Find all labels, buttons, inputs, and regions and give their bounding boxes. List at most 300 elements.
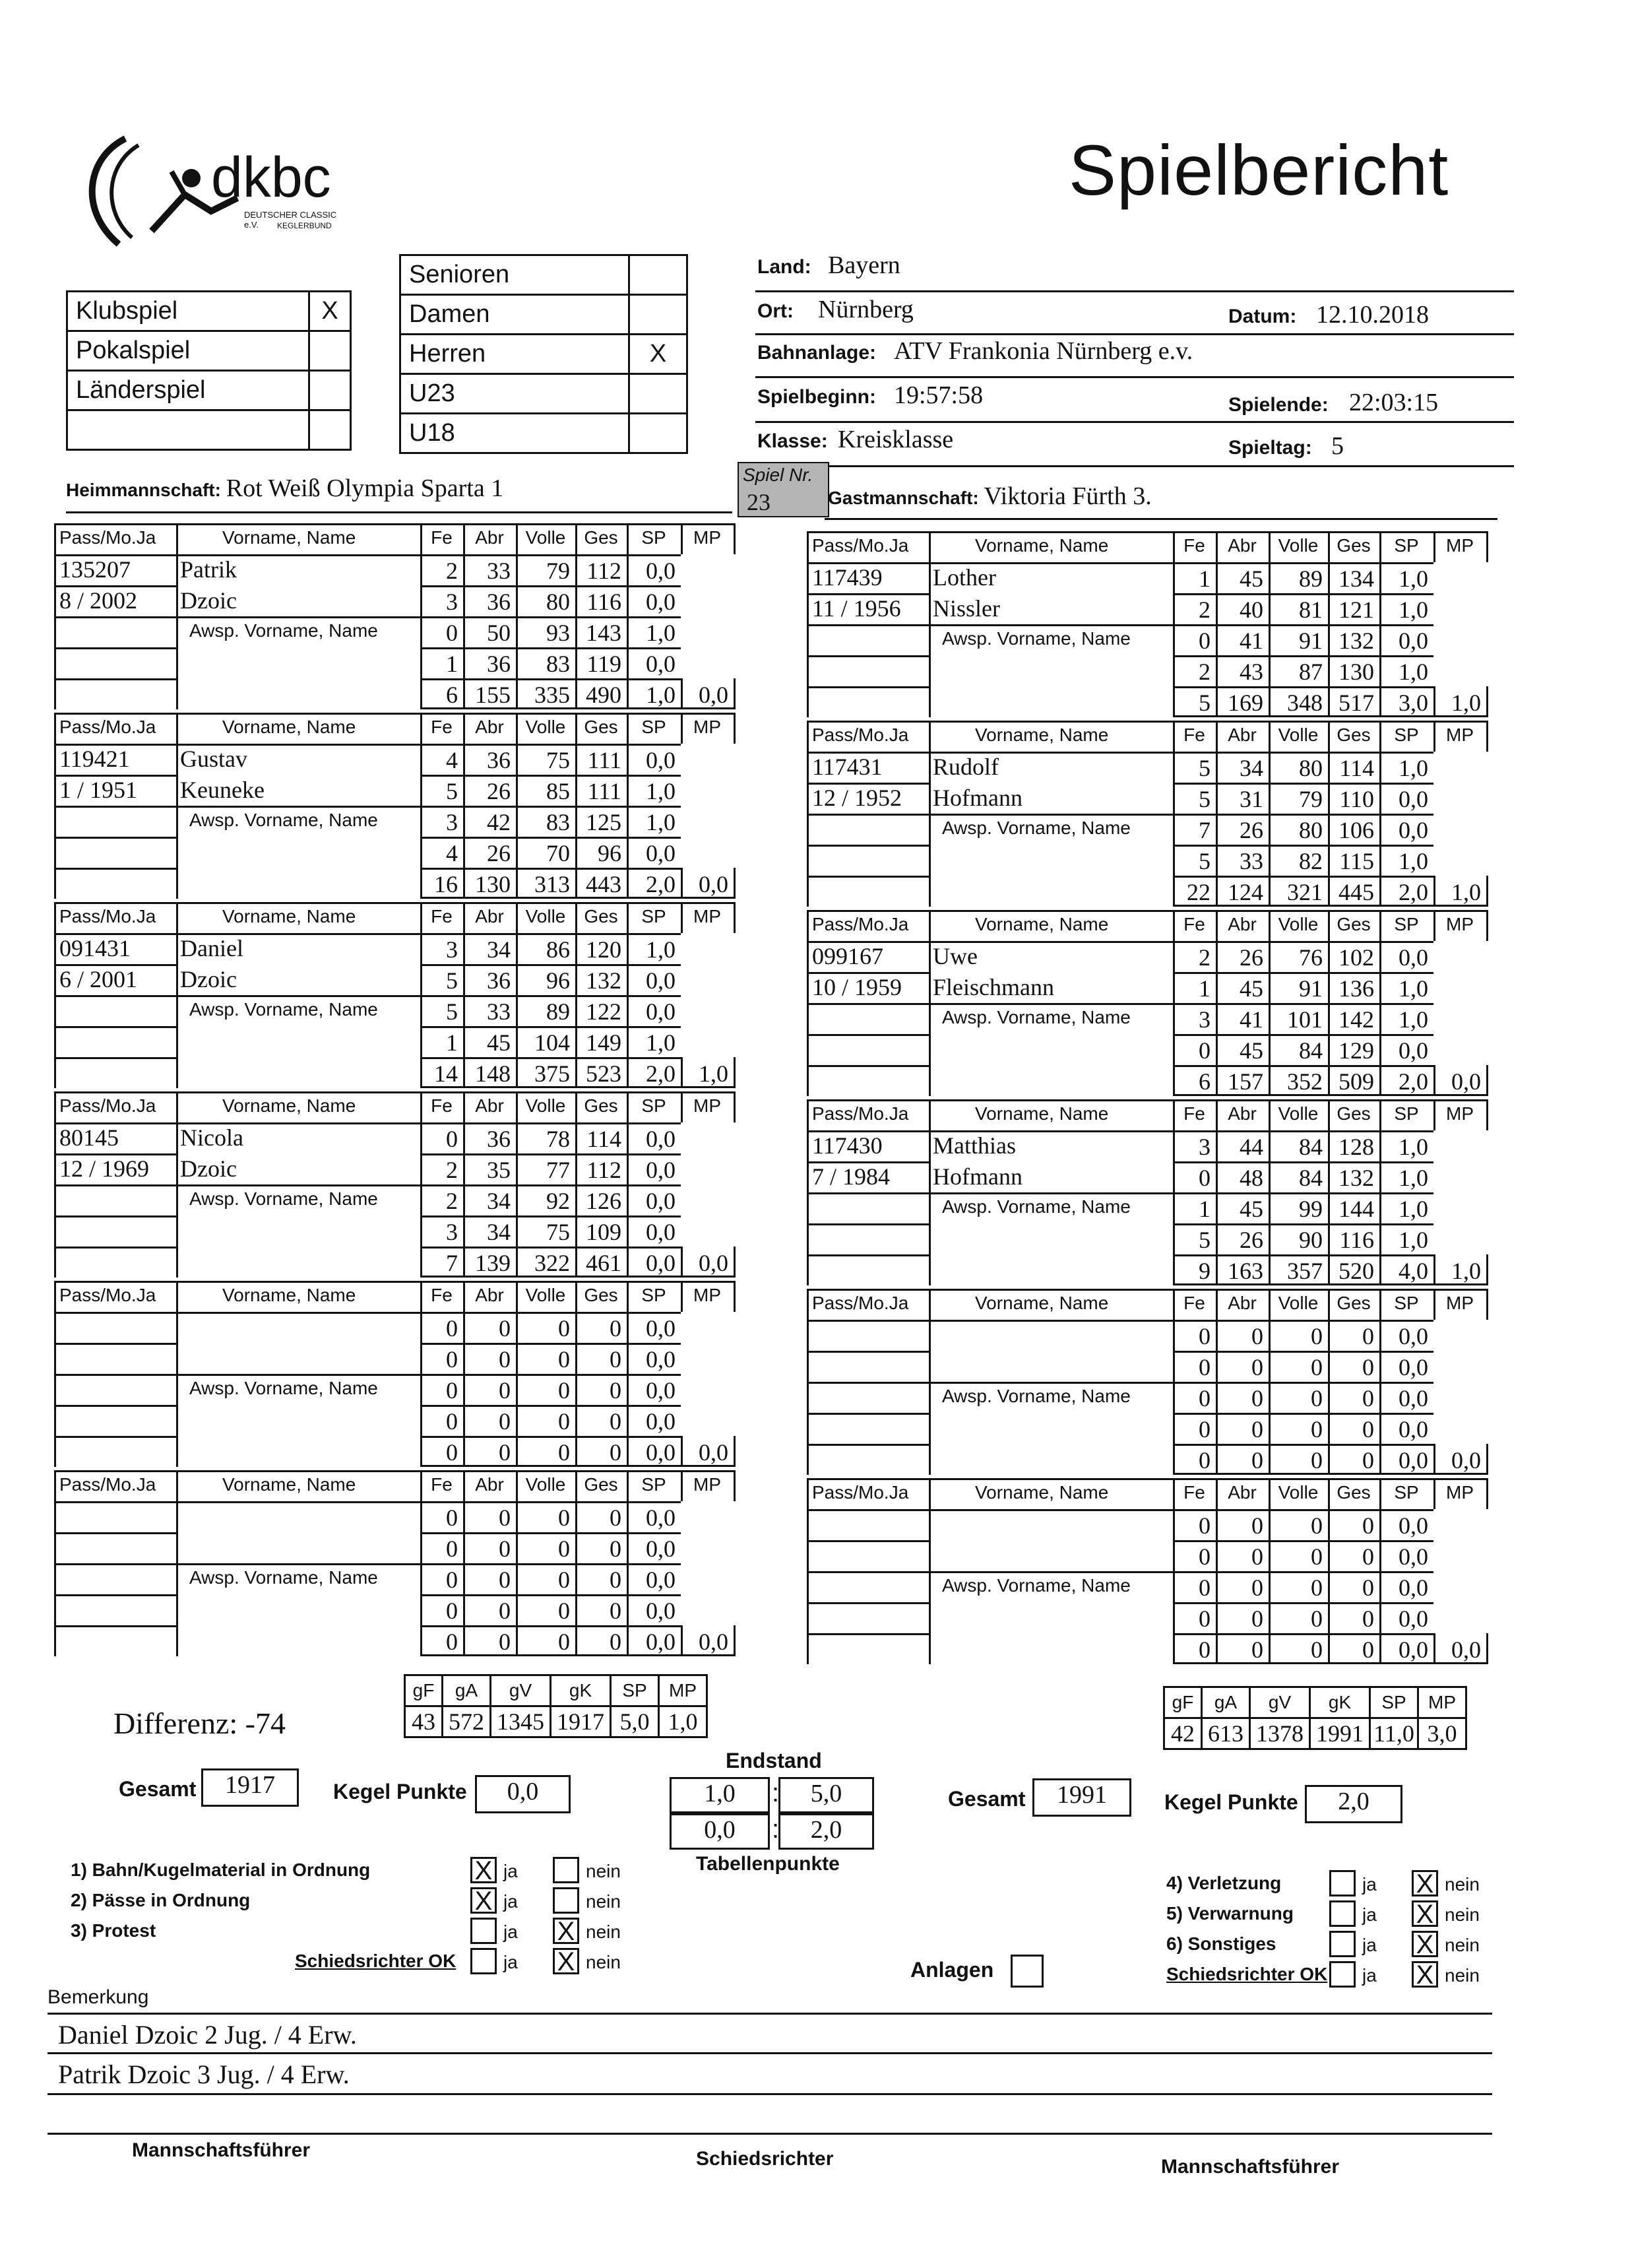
total-cell-mp[interactable]: 1,0 bbox=[1451, 690, 1481, 716]
game-type-mark[interactable] bbox=[309, 410, 351, 450]
score-cell-sp[interactable]: 0,0 bbox=[1399, 786, 1428, 812]
total-cell-ges[interactable]: 0 bbox=[610, 1629, 621, 1655]
total-cell-mp[interactable]: 1,0 bbox=[1451, 1258, 1481, 1284]
score-cell-ges[interactable]: 0 bbox=[610, 1598, 621, 1624]
score-cell-volle[interactable]: 91 bbox=[1299, 975, 1323, 1002]
total-cell-volle[interactable]: 357 bbox=[1287, 1258, 1323, 1284]
score-cell-abr[interactable]: 0 bbox=[499, 1536, 511, 1562]
total-cell-sp[interactable]: 0,0 bbox=[1399, 1636, 1428, 1663]
score-cell-volle[interactable]: 82 bbox=[1299, 848, 1323, 874]
score-cell-abr[interactable]: 45 bbox=[487, 1029, 511, 1056]
score-cell-volle[interactable]: 0 bbox=[1311, 1323, 1323, 1349]
score-cell-sp[interactable]: 1,0 bbox=[1399, 1165, 1428, 1191]
score-cell-ges[interactable]: 106 bbox=[1338, 817, 1374, 843]
score-cell-ges[interactable]: 119 bbox=[586, 651, 621, 677]
score-cell-fe[interactable]: 2 bbox=[446, 558, 458, 584]
score-cell-fe[interactable]: 0 bbox=[1199, 1385, 1211, 1411]
total-cell-volle[interactable]: 0 bbox=[1311, 1447, 1323, 1474]
score-cell-ges[interactable]: 0 bbox=[610, 1408, 621, 1435]
score-cell-sp[interactable]: 1,0 bbox=[1399, 1134, 1428, 1160]
score-cell-abr[interactable]: 33 bbox=[487, 558, 511, 584]
game-type-mark[interactable]: X bbox=[309, 292, 351, 331]
score-cell-ges[interactable]: 0 bbox=[1362, 1385, 1374, 1411]
home-gesamt-value[interactable]: 1917 bbox=[201, 1768, 299, 1807]
total-cell-ges[interactable]: 443 bbox=[586, 871, 621, 897]
score-cell-ges[interactable]: 0 bbox=[1362, 1512, 1374, 1539]
score-cell-volle[interactable]: 92 bbox=[546, 1188, 570, 1214]
score-cell-volle[interactable]: 86 bbox=[546, 936, 570, 963]
score-cell-abr[interactable]: 26 bbox=[1240, 817, 1263, 843]
score-cell-sp[interactable]: 0,0 bbox=[646, 998, 676, 1025]
score-cell-ges[interactable]: 126 bbox=[586, 1188, 621, 1214]
score-cell-ges[interactable]: 111 bbox=[587, 747, 621, 773]
score-cell-abr[interactable]: 45 bbox=[1240, 566, 1263, 592]
score-cell-abr[interactable]: 50 bbox=[487, 620, 511, 646]
score-cell-volle[interactable]: 0 bbox=[558, 1377, 570, 1404]
player-pass[interactable]: 117439 bbox=[812, 564, 883, 591]
score-cell-ges[interactable]: 0 bbox=[1362, 1323, 1374, 1349]
total-cell-abr[interactable]: 130 bbox=[475, 871, 511, 897]
score-cell-volle[interactable]: 80 bbox=[1299, 755, 1323, 781]
score-cell-abr[interactable]: 41 bbox=[1240, 1006, 1263, 1033]
player-last-name[interactable]: Hofmann bbox=[933, 1163, 1022, 1190]
endstand-home-2[interactable]: 0,0 bbox=[670, 1813, 770, 1850]
player-pass[interactable]: 091431 bbox=[59, 935, 131, 961]
score-cell-sp[interactable]: 1,0 bbox=[646, 936, 676, 963]
score-cell-ges[interactable]: 0 bbox=[1362, 1605, 1374, 1632]
score-cell-fe[interactable]: 0 bbox=[446, 1315, 458, 1342]
score-cell-abr[interactable]: 34 bbox=[487, 1219, 511, 1245]
category-mark[interactable] bbox=[629, 295, 687, 335]
score-cell-volle[interactable]: 75 bbox=[546, 747, 570, 773]
player-pass[interactable]: 099167 bbox=[812, 943, 883, 969]
score-cell-sp[interactable]: 1,0 bbox=[646, 1029, 676, 1056]
score-cell-ges[interactable]: 116 bbox=[1339, 1227, 1374, 1253]
guest-kegel-value[interactable]: 2,0 bbox=[1305, 1785, 1402, 1823]
total-cell-abr[interactable]: 0 bbox=[1251, 1636, 1263, 1663]
total-cell-ges[interactable]: 517 bbox=[1338, 690, 1374, 716]
total-cell-ges[interactable]: 0 bbox=[1362, 1447, 1374, 1474]
guest-team-name[interactable]: Viktoria Fürth 3. bbox=[984, 482, 1152, 510]
score-cell-volle[interactable]: 90 bbox=[1299, 1227, 1323, 1253]
score-cell-ges[interactable]: 0 bbox=[610, 1346, 621, 1373]
score-cell-sp[interactable]: 0,0 bbox=[646, 747, 676, 773]
score-cell-sp[interactable]: 0,0 bbox=[1399, 1416, 1428, 1442]
score-cell-sp[interactable]: 0,0 bbox=[646, 1536, 676, 1562]
score-cell-fe[interactable]: 0 bbox=[1199, 1416, 1211, 1442]
score-cell-ges[interactable]: 109 bbox=[586, 1219, 621, 1245]
score-cell-fe[interactable]: 2 bbox=[1199, 944, 1211, 971]
check-nein-box[interactable]: X bbox=[1412, 1870, 1438, 1896]
score-cell-abr[interactable]: 35 bbox=[487, 1157, 511, 1183]
score-cell-fe[interactable]: 3 bbox=[446, 809, 458, 835]
total-cell-fe[interactable]: 22 bbox=[1187, 879, 1211, 905]
score-cell-volle[interactable]: 77 bbox=[546, 1157, 570, 1183]
total-cell-volle[interactable]: 0 bbox=[1311, 1636, 1323, 1663]
check-nein-box[interactable] bbox=[553, 1857, 579, 1883]
spiel-nr-value[interactable]: 23 bbox=[747, 489, 771, 515]
total-cell-mp[interactable]: 0,0 bbox=[1451, 1447, 1481, 1474]
total-cell-ges[interactable]: 445 bbox=[1338, 879, 1374, 905]
check-nein-box[interactable] bbox=[553, 1887, 579, 1914]
total-cell-mp[interactable]: 1,0 bbox=[699, 1060, 728, 1087]
total-cell-sp[interactable]: 2,0 bbox=[646, 871, 676, 897]
check-nein-box[interactable]: X bbox=[553, 1918, 579, 1944]
total-cell-sp[interactable]: 2,0 bbox=[1399, 1068, 1428, 1095]
player-last-name[interactable]: Dzoic bbox=[180, 966, 237, 992]
score-cell-abr[interactable]: 45 bbox=[1240, 975, 1263, 1002]
game-type-mark[interactable] bbox=[309, 371, 351, 410]
total-cell-fe[interactable]: 7 bbox=[446, 1250, 458, 1276]
score-cell-ges[interactable]: 0 bbox=[1362, 1574, 1374, 1601]
score-cell-abr[interactable]: 43 bbox=[1240, 659, 1263, 685]
player-year[interactable]: 7 / 1984 bbox=[812, 1163, 891, 1190]
score-cell-ges[interactable]: 121 bbox=[1338, 597, 1374, 623]
total-cell-volle[interactable]: 335 bbox=[534, 682, 570, 708]
total-cell-mp[interactable]: 0,0 bbox=[699, 1439, 728, 1466]
score-cell-volle[interactable]: 0 bbox=[1311, 1543, 1323, 1570]
ort-value[interactable]: Nürnberg bbox=[818, 296, 914, 323]
score-cell-volle[interactable]: 91 bbox=[1299, 628, 1323, 654]
score-cell-volle[interactable]: 83 bbox=[546, 651, 570, 677]
score-cell-fe[interactable]: 2 bbox=[1199, 597, 1211, 623]
total-cell-sp[interactable]: 0,0 bbox=[646, 1439, 676, 1466]
score-cell-volle[interactable]: 0 bbox=[1311, 1512, 1323, 1539]
score-cell-fe[interactable]: 0 bbox=[1199, 628, 1211, 654]
score-cell-sp[interactable]: 0,0 bbox=[1399, 944, 1428, 971]
score-cell-abr[interactable]: 0 bbox=[1251, 1605, 1263, 1632]
score-cell-abr[interactable]: 44 bbox=[1240, 1134, 1263, 1160]
score-cell-volle[interactable]: 0 bbox=[558, 1567, 570, 1593]
home-team-name[interactable]: Rot Weiß Olympia Sparta 1 bbox=[226, 474, 504, 502]
score-cell-volle[interactable]: 0 bbox=[558, 1598, 570, 1624]
score-cell-ges[interactable]: 134 bbox=[1338, 566, 1374, 592]
player-year[interactable]: 1 / 1951 bbox=[59, 777, 138, 803]
score-cell-fe[interactable]: 0 bbox=[1199, 1037, 1211, 1064]
score-cell-abr[interactable]: 0 bbox=[499, 1315, 511, 1342]
score-cell-sp[interactable]: 0,0 bbox=[1399, 1543, 1428, 1570]
score-cell-abr[interactable]: 0 bbox=[1251, 1385, 1263, 1411]
score-cell-abr[interactable]: 26 bbox=[487, 778, 511, 804]
total-cell-volle[interactable]: 352 bbox=[1287, 1068, 1323, 1095]
score-cell-volle[interactable]: 93 bbox=[546, 620, 570, 646]
score-cell-ges[interactable]: 143 bbox=[586, 620, 621, 646]
total-cell-sp[interactable]: 2,0 bbox=[1399, 879, 1428, 905]
score-cell-sp[interactable]: 0,0 bbox=[646, 967, 676, 994]
score-cell-abr[interactable]: 45 bbox=[1240, 1196, 1263, 1222]
player-pass[interactable]: 80145 bbox=[59, 1124, 119, 1151]
endstand-home-1[interactable]: 1,0 bbox=[670, 1777, 770, 1813]
score-cell-fe[interactable]: 4 bbox=[446, 747, 458, 773]
player-first-name[interactable]: Nicola bbox=[180, 1124, 243, 1151]
player-last-name[interactable]: Dzoic bbox=[180, 1155, 237, 1182]
score-cell-volle[interactable]: 0 bbox=[558, 1315, 570, 1342]
score-cell-volle[interactable]: 99 bbox=[1299, 1196, 1323, 1222]
score-cell-volle[interactable]: 76 bbox=[1299, 944, 1323, 971]
total-cell-sp[interactable]: 0,0 bbox=[646, 1250, 676, 1276]
score-cell-volle[interactable]: 80 bbox=[1299, 817, 1323, 843]
total-cell-volle[interactable]: 348 bbox=[1287, 690, 1323, 716]
score-cell-ges[interactable]: 132 bbox=[1338, 628, 1374, 654]
score-cell-volle[interactable]: 0 bbox=[558, 1346, 570, 1373]
total-cell-mp[interactable]: 0,0 bbox=[699, 1629, 728, 1655]
score-cell-sp[interactable]: 1,0 bbox=[646, 620, 676, 646]
score-cell-fe[interactable]: 0 bbox=[1199, 1574, 1211, 1601]
score-cell-volle[interactable]: 85 bbox=[546, 778, 570, 804]
spielende-value[interactable]: 22:03:15 bbox=[1349, 389, 1439, 416]
score-cell-volle[interactable]: 0 bbox=[1311, 1354, 1323, 1380]
score-cell-ges[interactable]: 0 bbox=[1362, 1543, 1374, 1570]
score-cell-ges[interactable]: 136 bbox=[1338, 975, 1374, 1002]
score-cell-fe[interactable]: 3 bbox=[1199, 1006, 1211, 1033]
score-cell-volle[interactable]: 0 bbox=[1311, 1574, 1323, 1601]
score-cell-sp[interactable]: 0,0 bbox=[646, 1377, 676, 1404]
total-cell-fe[interactable]: 0 bbox=[446, 1629, 458, 1655]
score-cell-volle[interactable]: 79 bbox=[1299, 786, 1323, 812]
score-cell-volle[interactable]: 101 bbox=[1287, 1006, 1323, 1033]
score-cell-ges[interactable]: 128 bbox=[1338, 1134, 1374, 1160]
score-cell-sp[interactable]: 0,0 bbox=[646, 589, 676, 615]
total-cell-volle[interactable]: 321 bbox=[1287, 879, 1323, 905]
player-first-name[interactable]: Daniel bbox=[180, 935, 243, 961]
player-first-name[interactable]: Matthias bbox=[933, 1132, 1016, 1159]
player-year[interactable]: 12 / 1969 bbox=[59, 1155, 150, 1182]
score-cell-ges[interactable]: 0 bbox=[610, 1315, 621, 1342]
score-cell-sp[interactable]: 0,0 bbox=[1399, 817, 1428, 843]
score-cell-fe[interactable]: 3 bbox=[446, 936, 458, 963]
score-cell-abr[interactable]: 36 bbox=[487, 967, 511, 994]
score-cell-ges[interactable]: 0 bbox=[610, 1567, 621, 1593]
player-pass[interactable]: 119421 bbox=[59, 746, 130, 772]
total-cell-abr[interactable]: 139 bbox=[475, 1250, 511, 1276]
score-cell-sp[interactable]: 1,0 bbox=[646, 778, 676, 804]
total-cell-ges[interactable]: 523 bbox=[586, 1060, 621, 1087]
total-cell-sp[interactable]: 4,0 bbox=[1399, 1258, 1428, 1284]
score-cell-sp[interactable]: 1,0 bbox=[1399, 566, 1428, 592]
score-cell-volle[interactable]: 79 bbox=[546, 558, 570, 584]
total-cell-fe[interactable]: 16 bbox=[434, 871, 458, 897]
score-cell-sp[interactable]: 1,0 bbox=[1399, 848, 1428, 874]
score-cell-sp[interactable]: 0,0 bbox=[646, 1505, 676, 1531]
check-ja-box[interactable] bbox=[1329, 1961, 1356, 1988]
score-cell-ges[interactable]: 114 bbox=[1339, 755, 1374, 781]
score-cell-volle[interactable]: 75 bbox=[546, 1219, 570, 1245]
total-cell-fe[interactable]: 9 bbox=[1199, 1258, 1211, 1284]
check-nein-box[interactable]: X bbox=[553, 1948, 579, 1974]
total-cell-fe[interactable]: 0 bbox=[1199, 1636, 1211, 1663]
score-cell-fe[interactable]: 3 bbox=[446, 589, 458, 615]
score-cell-abr[interactable]: 36 bbox=[487, 747, 511, 773]
total-cell-fe[interactable]: 14 bbox=[434, 1060, 458, 1087]
score-cell-fe[interactable]: 0 bbox=[446, 620, 458, 646]
check-ja-box[interactable] bbox=[1329, 1900, 1356, 1927]
score-cell-volle[interactable]: 80 bbox=[546, 589, 570, 615]
total-cell-abr[interactable]: 148 bbox=[475, 1060, 511, 1087]
score-cell-ges[interactable]: 0 bbox=[610, 1536, 621, 1562]
total-cell-volle[interactable]: 313 bbox=[534, 871, 570, 897]
score-cell-sp[interactable]: 0,0 bbox=[1399, 1354, 1428, 1380]
score-cell-sp[interactable]: 0,0 bbox=[646, 1315, 676, 1342]
total-cell-ges[interactable]: 0 bbox=[610, 1439, 621, 1466]
score-cell-fe[interactable]: 5 bbox=[1199, 755, 1211, 781]
score-cell-volle[interactable]: 70 bbox=[546, 840, 570, 866]
score-cell-ges[interactable]: 0 bbox=[610, 1377, 621, 1404]
player-pass[interactable]: 117431 bbox=[812, 754, 883, 780]
check-nein-box[interactable]: X bbox=[1412, 1961, 1438, 1988]
score-cell-fe[interactable]: 0 bbox=[446, 1505, 458, 1531]
player-first-name[interactable]: Lother bbox=[933, 564, 996, 591]
score-cell-ges[interactable]: 112 bbox=[586, 558, 621, 584]
total-cell-fe[interactable]: 5 bbox=[1199, 690, 1211, 716]
check-ja-box[interactable]: X bbox=[470, 1857, 497, 1883]
score-cell-fe[interactable]: 7 bbox=[1199, 817, 1211, 843]
score-cell-sp[interactable]: 0,0 bbox=[1399, 1323, 1428, 1349]
total-cell-sp[interactable]: 3,0 bbox=[1399, 690, 1428, 716]
check-ja-box[interactable] bbox=[470, 1948, 497, 1974]
score-cell-abr[interactable]: 33 bbox=[1240, 848, 1263, 874]
score-cell-fe[interactable]: 2 bbox=[446, 1157, 458, 1183]
score-cell-sp[interactable]: 1,0 bbox=[1399, 1196, 1428, 1222]
score-cell-sp[interactable]: 0,0 bbox=[646, 1219, 676, 1245]
total-cell-abr[interactable]: 0 bbox=[1251, 1447, 1263, 1474]
score-cell-volle[interactable]: 84 bbox=[1299, 1037, 1323, 1064]
score-cell-fe[interactable]: 0 bbox=[446, 1598, 458, 1624]
score-cell-ges[interactable]: 149 bbox=[586, 1029, 621, 1056]
score-cell-fe[interactable]: 0 bbox=[1199, 1323, 1211, 1349]
score-cell-sp[interactable]: 0,0 bbox=[646, 1126, 676, 1152]
score-cell-sp[interactable]: 1,0 bbox=[1399, 975, 1428, 1002]
score-cell-volle[interactable]: 81 bbox=[1299, 597, 1323, 623]
score-cell-fe[interactable]: 5 bbox=[1199, 786, 1211, 812]
guest-gesamt-value[interactable]: 1991 bbox=[1032, 1778, 1131, 1817]
check-ja-box[interactable] bbox=[470, 1918, 497, 1944]
score-cell-ges[interactable]: 132 bbox=[586, 967, 621, 994]
player-first-name[interactable]: Uwe bbox=[933, 943, 978, 969]
score-cell-fe[interactable]: 4 bbox=[446, 840, 458, 866]
klasse-value[interactable]: Kreisklasse bbox=[838, 426, 954, 453]
score-cell-volle[interactable]: 0 bbox=[1311, 1416, 1323, 1442]
score-cell-sp[interactable]: 1,0 bbox=[646, 809, 676, 835]
score-cell-volle[interactable]: 83 bbox=[546, 809, 570, 835]
score-cell-ges[interactable]: 111 bbox=[587, 778, 621, 804]
player-year[interactable]: 8 / 2002 bbox=[59, 587, 138, 614]
score-cell-ges[interactable]: 115 bbox=[1339, 848, 1374, 874]
score-cell-sp[interactable]: 0,0 bbox=[646, 1346, 676, 1373]
score-cell-fe[interactable]: 2 bbox=[446, 1188, 458, 1214]
score-cell-sp[interactable]: 0,0 bbox=[646, 1157, 676, 1183]
player-last-name[interactable]: Dzoic bbox=[180, 587, 237, 614]
score-cell-fe[interactable]: 0 bbox=[446, 1408, 458, 1435]
score-cell-sp[interactable]: 0,0 bbox=[1399, 1385, 1428, 1411]
land-value[interactable]: Bayern bbox=[828, 251, 900, 279]
score-cell-abr[interactable]: 0 bbox=[499, 1346, 511, 1373]
score-cell-volle[interactable]: 0 bbox=[558, 1536, 570, 1562]
score-cell-abr[interactable]: 0 bbox=[1251, 1416, 1263, 1442]
score-cell-sp[interactable]: 0,0 bbox=[646, 840, 676, 866]
score-cell-abr[interactable]: 36 bbox=[487, 651, 511, 677]
total-cell-volle[interactable]: 0 bbox=[558, 1439, 570, 1466]
score-cell-sp[interactable]: 0,0 bbox=[646, 1598, 676, 1624]
score-cell-volle[interactable]: 0 bbox=[558, 1408, 570, 1435]
score-cell-volle[interactable]: 84 bbox=[1299, 1165, 1323, 1191]
score-cell-abr[interactable]: 0 bbox=[499, 1377, 511, 1404]
score-cell-abr[interactable]: 0 bbox=[1251, 1354, 1263, 1380]
score-cell-fe[interactable]: 1 bbox=[446, 1029, 458, 1056]
score-cell-ges[interactable]: 130 bbox=[1338, 659, 1374, 685]
home-kegel-value[interactable]: 0,0 bbox=[475, 1775, 571, 1813]
player-pass[interactable]: 117430 bbox=[812, 1132, 883, 1159]
score-cell-abr[interactable]: 42 bbox=[487, 809, 511, 835]
score-cell-ges[interactable]: 120 bbox=[586, 936, 621, 963]
score-cell-ges[interactable]: 132 bbox=[1338, 1165, 1374, 1191]
score-cell-abr[interactable]: 31 bbox=[1240, 786, 1263, 812]
score-cell-sp[interactable]: 0,0 bbox=[1399, 628, 1428, 654]
score-cell-abr[interactable]: 45 bbox=[1240, 1037, 1263, 1064]
score-cell-abr[interactable]: 34 bbox=[1240, 755, 1263, 781]
score-cell-abr[interactable]: 0 bbox=[1251, 1512, 1263, 1539]
score-cell-fe[interactable]: 0 bbox=[1199, 1165, 1211, 1191]
score-cell-sp[interactable]: 0,0 bbox=[1399, 1037, 1428, 1064]
score-cell-ges[interactable]: 0 bbox=[610, 1505, 621, 1531]
score-cell-ges[interactable]: 116 bbox=[586, 589, 621, 615]
player-first-name[interactable]: Gustav bbox=[180, 746, 247, 772]
score-cell-ges[interactable]: 129 bbox=[1338, 1037, 1374, 1064]
score-cell-sp[interactable]: 1,0 bbox=[1399, 659, 1428, 685]
score-cell-ges[interactable]: 96 bbox=[598, 840, 621, 866]
score-cell-fe[interactable]: 0 bbox=[1199, 1543, 1211, 1570]
total-cell-sp[interactable]: 0,0 bbox=[1399, 1447, 1428, 1474]
score-cell-ges[interactable]: 112 bbox=[586, 1157, 621, 1183]
score-cell-fe[interactable]: 0 bbox=[1199, 1354, 1211, 1380]
score-cell-volle[interactable]: 0 bbox=[1311, 1605, 1323, 1632]
score-cell-sp[interactable]: 0,0 bbox=[646, 1567, 676, 1593]
score-cell-fe[interactable]: 0 bbox=[446, 1567, 458, 1593]
score-cell-fe[interactable]: 5 bbox=[446, 967, 458, 994]
score-cell-volle[interactable]: 87 bbox=[1299, 659, 1323, 685]
score-cell-abr[interactable]: 0 bbox=[1251, 1323, 1263, 1349]
total-cell-ges[interactable]: 461 bbox=[586, 1250, 621, 1276]
total-cell-ges[interactable]: 520 bbox=[1338, 1258, 1374, 1284]
score-cell-fe[interactable]: 3 bbox=[446, 1219, 458, 1245]
score-cell-volle[interactable]: 104 bbox=[534, 1029, 570, 1056]
score-cell-sp[interactable]: 0,0 bbox=[646, 558, 676, 584]
score-cell-abr[interactable]: 0 bbox=[499, 1505, 511, 1531]
score-cell-volle[interactable]: 0 bbox=[558, 1505, 570, 1531]
score-cell-fe[interactable]: 0 bbox=[446, 1346, 458, 1373]
endstand-guest-2[interactable]: 2,0 bbox=[778, 1813, 874, 1850]
check-ja-box[interactable] bbox=[1329, 1870, 1356, 1896]
total-cell-sp[interactable]: 2,0 bbox=[646, 1060, 676, 1087]
total-cell-volle[interactable]: 322 bbox=[534, 1250, 570, 1276]
player-pass[interactable]: 135207 bbox=[59, 556, 131, 583]
score-cell-fe[interactable]: 1 bbox=[1199, 566, 1211, 592]
check-nein-box[interactable]: X bbox=[1412, 1900, 1438, 1927]
player-last-name[interactable]: Keuneke bbox=[180, 777, 265, 803]
total-cell-mp[interactable]: 0,0 bbox=[1451, 1636, 1481, 1663]
score-cell-abr[interactable]: 0 bbox=[499, 1567, 511, 1593]
player-year[interactable]: 6 / 2001 bbox=[59, 966, 138, 992]
player-year[interactable]: 11 / 1956 bbox=[812, 595, 901, 622]
score-cell-abr[interactable]: 0 bbox=[499, 1408, 511, 1435]
score-cell-sp[interactable]: 0,0 bbox=[1399, 1574, 1428, 1601]
total-cell-fe[interactable]: 6 bbox=[1199, 1068, 1211, 1095]
total-cell-fe[interactable]: 6 bbox=[446, 682, 458, 708]
total-cell-abr[interactable]: 155 bbox=[475, 682, 511, 708]
total-cell-abr[interactable]: 169 bbox=[1228, 690, 1263, 716]
score-cell-ges[interactable]: 110 bbox=[1339, 786, 1374, 812]
check-nein-box[interactable]: X bbox=[1412, 1931, 1438, 1957]
score-cell-fe[interactable]: 5 bbox=[1199, 1227, 1211, 1253]
